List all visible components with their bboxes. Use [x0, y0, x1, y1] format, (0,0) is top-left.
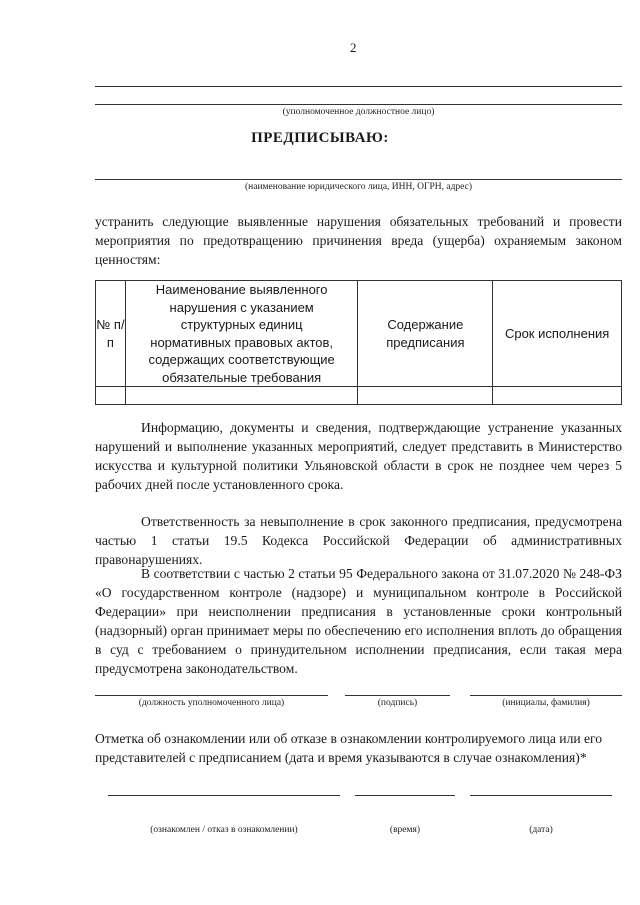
table-cell [125, 387, 357, 405]
position-caption: (должность уполномоченного лица) [138, 698, 285, 708]
info-paragraph: Информацию, документы и сведения, подтверждающие устранение указанных нарушений и выполнение указанных мероприятий, следует представить в Министерство искусства и культурной политики Ульяновской области в срок не позднее чем через 5 рабочих дней после установленного срока. [95, 420, 622, 492]
table-cell [358, 387, 493, 405]
violations-table [95, 280, 622, 405]
intro-text: устранить следующие выявленные нарушения обязательных требований и провести мероприятия по предотвращению причинения вреда (ущерба) охраняемым законом ценностям: [95, 214, 622, 267]
signature-caption: (подпись) [377, 698, 418, 708]
acknowledgement-text: Отметка об ознакомлении или об отказе в ознакомлении контролируемого лица или его представителей с предписанием (дата и время указываются в случае ознакомления)* [95, 731, 603, 765]
ack-date-caption: (дата) [529, 825, 553, 835]
name-caption: (инициалы, фамилия) [502, 698, 590, 708]
col-header-violation: Наименование выявленного нарушения с указанием структурных единиц нормативных правовых актов, содержащих соответствующие обязательные требования [125, 281, 357, 387]
ack-status-caption: (ознакомлен / отказ в ознакомлении) [150, 825, 298, 835]
col-header-deadline: Срок исполнения [493, 281, 622, 387]
entity-line [95, 179, 622, 180]
table-row [96, 387, 622, 405]
official-line-2 [95, 104, 622, 105]
liability-paragraph: Ответственность за невыполнение в срок законного предписания, предусмотрена частью 1 статьи 19.5 Кодекса Российской Федерации об административных правонарушениях. [95, 514, 622, 567]
ack-date-line [470, 795, 612, 796]
law-paragraph: В соответствии с частью 2 статьи 95 Федерального закона от 31.07.2020 № 248-ФЗ «О государственном контроле (надзоре) и муниципальном контроле в Российской Федерации» при неисполнении предписания в установленные сроки контрольный (надзорный) орган принимает меры по обеспечению его исполнения вплоть до обращения в суд с требованием о принудительном исполнении предписания, если такая мера предусмотрена законодательством. [95, 566, 622, 676]
col-header-content: Содержание предписания [358, 281, 493, 387]
signature-name-line [470, 695, 622, 696]
page-number: 2 [350, 40, 357, 55]
col-header-number: № п/п [96, 281, 126, 387]
table-cell [493, 387, 622, 405]
signature-position-line [95, 695, 328, 696]
ack-time-caption: (время) [389, 825, 421, 835]
official-caption: (уполномоченное должностное лицо) [282, 107, 435, 117]
ack-status-line [108, 795, 340, 796]
page-heading: ПРЕДПИСЫВАЮ: [251, 130, 389, 146]
signature-sign-line [345, 695, 450, 696]
ack-time-line [355, 795, 455, 796]
official-line-1 [95, 86, 622, 87]
table-header-row [96, 281, 622, 387]
entity-caption: (наименование юридического лица, ИНН, ОГРН, адрес) [245, 182, 472, 192]
table-cell [96, 387, 126, 405]
